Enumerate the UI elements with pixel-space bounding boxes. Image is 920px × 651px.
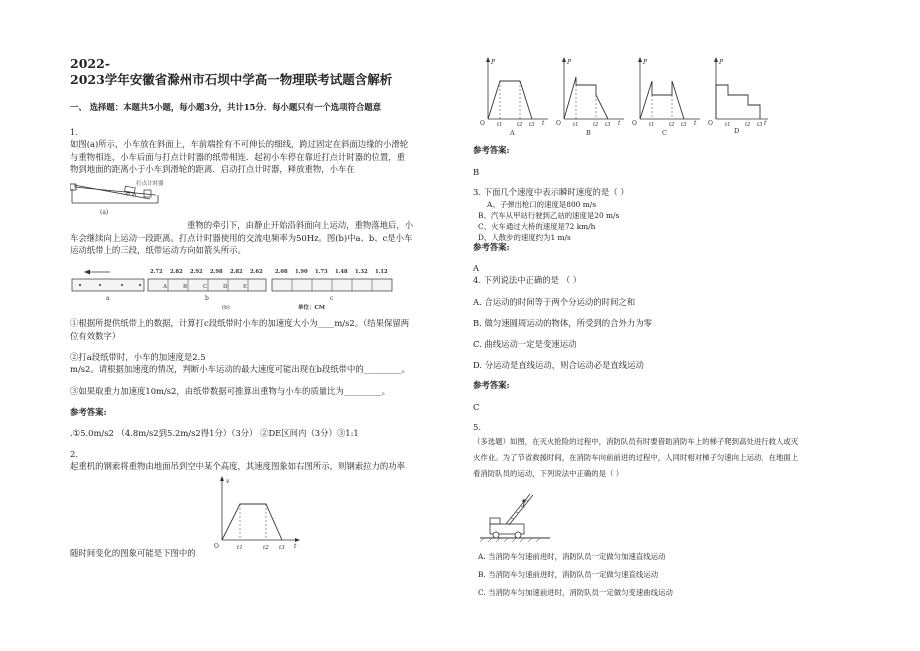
figure-b-tapes — [70, 265, 406, 313]
q1-line: 与重物相连，小车后面与打点计时器的纸带相连．起初小车停在靠近打点计时器的位置，重 — [70, 152, 405, 162]
sub2-text: m/s2。请根据加速度的情况，判断小车运动的最大速度可能出现在b段纸带中的 — [70, 364, 364, 374]
q5-option: B. 当消防车匀速前进时，消防队员一定做匀速直线运动 — [478, 570, 659, 579]
q2-number: 2. — [70, 449, 78, 459]
graph-c-x: t — [694, 120, 697, 127]
tape-point: C — [203, 284, 208, 290]
q1-sub1 — [70, 318, 409, 329]
q1-sub3 — [70, 386, 390, 397]
tape-b-value: 2.72 — [150, 269, 163, 275]
title-line2: 2023学年安徽省滁州市石坝中学高一物理联考试题含解析 — [70, 72, 393, 87]
q2-answer-label: 参考答案: — [473, 145, 510, 155]
timer-label: 打点计时器 — [136, 181, 164, 187]
q5-line: （多选题）如图，在灭火抢险的过程中，消防队员有时要借助消防车上的梯子爬到高处进行救人或灭 — [473, 437, 799, 446]
tape-c-value: 1.90 — [295, 269, 308, 275]
tape-point: B — [183, 284, 188, 290]
graph-b-tick: t1 — [573, 122, 579, 128]
sub3-end: 。 — [381, 386, 390, 396]
tape-point: E — [243, 284, 248, 290]
q3-answer: A — [473, 263, 480, 273]
q5-option: C. 当消防车匀加速前进时，消防队员一定做匀变速曲线运动 — [478, 588, 673, 597]
graph-c-y: P — [643, 59, 648, 66]
graph-d-y: P — [719, 59, 724, 66]
q1-answer-label: 参考答案: — [70, 407, 107, 417]
section-heading: 一、 选择题：本题共5小题，每小题3分，共计15分．每小题只有一个选项符合题意 — [70, 102, 381, 112]
q1-cont: 运动纸带上的三段，纸带运动方向如箭头所示。 — [70, 245, 246, 255]
tape-c-label: c — [330, 295, 334, 302]
q4-answer: C — [473, 402, 480, 412]
tape-b-value: 2.92 — [190, 269, 203, 275]
graph-b-y: P — [567, 59, 572, 66]
graph-c-tick: t2 — [669, 122, 675, 128]
tape-point: A — [163, 284, 167, 290]
graph-d-x: t — [764, 120, 767, 127]
q1-answer: .①5.0m/s2 （4.8m/s2到5.2m/s2得1分）（3分） ②DE区间内（3分）③1:1 — [70, 428, 359, 438]
graph-a-origin: O — [480, 120, 485, 127]
graph-c — [632, 57, 700, 137]
q1-sub2b — [70, 364, 410, 375]
q3-option: B、汽车从甲站行驶到乙站的速度是20 m/s — [478, 211, 620, 220]
tape-b-value: 2.82 — [230, 269, 243, 275]
unit-label: 单位：CM — [298, 305, 325, 311]
graph-a — [480, 57, 548, 137]
q3-option: C、火车通过大桥的速度是72 km/h — [478, 222, 596, 231]
q4-stem: 4. 下列说法中正确的是 （ ） — [473, 275, 582, 285]
q1-sub2a: ②打a段纸带时，小车的加速度是2.5 — [70, 352, 206, 362]
graph-c-letter: C — [662, 129, 667, 137]
graph-b-tick: t3 — [605, 122, 611, 128]
sub1-text: ①根据所提供纸带上的数据，计算打c段纸带时小车的加速度大小为 — [70, 318, 318, 328]
vt-tick: t1 — [237, 545, 243, 550]
tape-b-value: 2.62 — [250, 269, 263, 275]
tape-point: D — [223, 284, 228, 290]
q3-option: A、子弹出枪口的速度是800 m/s — [487, 200, 596, 209]
vt-tick: t3 — [279, 545, 285, 550]
q2-vt-graph — [210, 474, 302, 550]
sub3-text: ③如果取重力加速度10m/s2，由纸带数据可推算出重物与小车的质量比为 — [70, 386, 344, 396]
q5-line: 火作业。为了节省救援时间，在消防车向前前进的过程中，人同时相对梯子匀速向上运动．在地面上 — [473, 453, 799, 462]
tape-c-value: 1.48 — [335, 269, 348, 275]
graph-d-letter: D — [734, 127, 740, 135]
q1-sub1-tail2: 位有效数字） — [70, 331, 121, 341]
vt-origin: O — [214, 543, 219, 550]
graph-d-tick: t2 — [745, 122, 751, 128]
graph-b — [556, 57, 624, 137]
q2-line1: 起重机的钢索将重物由地面吊到空中某个高度，其速度图象如右图所示，则钢索拉力的功率 — [70, 461, 405, 471]
tape-c-value: 1.12 — [375, 269, 388, 275]
q2-option-graphs — [480, 55, 770, 137]
q3-option: D、人散步的速度约为1 m/s — [478, 233, 571, 242]
q4-option: C. 曲线运动一定是变速运动 — [473, 339, 577, 349]
graph-a-letter: A — [510, 129, 515, 137]
q3-stem: 3. 下面几个速度中表示瞬时速度的是（ ） — [473, 187, 629, 197]
q4-option: B. 做匀速圆周运动的物体，所受到的合外力为零 — [473, 318, 652, 328]
q4-option: D. 分运动是直线运动，则合运动必是直线运动 — [473, 360, 644, 370]
tape-a-label: a — [106, 295, 110, 302]
tape-a — [72, 279, 144, 291]
q1-line: 如图(a)所示，小车放在斜面上，车前端拴有不可伸长的细线，跨过固定在斜面边缘的小滑轮 — [70, 139, 409, 149]
q1-cont: 车会继续向上运动一段距离。打点计时器使用的交流电频率为50Hz。图(b)中a、b、c是小车 — [70, 233, 413, 243]
graph-a-y: P — [491, 59, 496, 66]
graph-b-tick: t2 — [593, 122, 599, 128]
graph-d-origin: O — [708, 120, 713, 127]
tape-b-value: 2.82 — [170, 269, 183, 275]
graph-d — [708, 57, 768, 135]
q5-line: 看消防队员的运动，下列说法中正确的是（ ） — [473, 469, 624, 478]
q5-number: 5. — [473, 422, 481, 432]
sub3-blank[interactable]: _________ — [343, 386, 382, 396]
vt-y-label: v — [226, 478, 230, 485]
q3-answer-label: 参考答案: — [473, 242, 510, 252]
sub2-blank[interactable]: _________ — [363, 364, 402, 374]
title-line1: 2022- — [70, 56, 110, 71]
graph-a-x: t — [542, 120, 545, 127]
graph-c-tick: t3 — [681, 122, 687, 128]
q2-answer: B — [473, 167, 480, 177]
sub1-blank[interactable]: ____ — [317, 318, 335, 328]
tape-c-value: 1.73 — [315, 269, 328, 275]
q1-cont: 重物的牵引下，由静止开始沿斜面向上运动，重物落地后，小 — [187, 220, 414, 230]
q5-option: A. 当消防车匀速前进时，消防队员一定做匀加速直线运动 — [478, 552, 666, 561]
graph-d-tick: t1 — [725, 122, 731, 128]
tape-b-label: b — [205, 295, 209, 302]
q4-option: A. 合运动的时间等于两个分运动的时间之和 — [473, 297, 636, 307]
graph-b-origin: O — [556, 120, 561, 127]
tape-c-value: 2.08 — [275, 269, 288, 275]
graph-c-origin: O — [632, 120, 637, 127]
tape-c-value: 1.32 — [355, 269, 368, 275]
q1-line: 物到地面的距离小于小车到滑轮的距离．启动打点计时器，释放重物，小车在 — [70, 164, 355, 174]
fig-b-caption: (b) — [222, 305, 230, 311]
q1-number: 1. — [70, 127, 78, 137]
graph-a-tick: t2 — [517, 122, 523, 128]
graph-a-tick: t3 — [529, 122, 535, 128]
graph-b-x: t — [618, 120, 621, 127]
sub2-end: 。 — [401, 364, 410, 374]
figure-a-incline — [70, 173, 165, 218]
graph-d-tick: t3 — [757, 122, 763, 128]
graph-a-tick: t1 — [497, 122, 503, 128]
vt-tick: t2 — [263, 545, 269, 550]
graph-c-tick: t1 — [649, 122, 655, 128]
vt-x-label: t — [294, 543, 297, 550]
tape-b-value: 2.98 — [210, 269, 223, 275]
graph-b-letter: B — [586, 129, 591, 137]
sub1-tail: m/s2。（结果保留两 — [334, 318, 410, 328]
fig-a-caption: (a) — [100, 209, 109, 216]
q2-line2: 随时间变化的图象可能是下图中的 — [70, 548, 196, 558]
fire-truck-illustration — [478, 488, 558, 543]
q4-answer-label: 参考答案: — [473, 380, 510, 390]
